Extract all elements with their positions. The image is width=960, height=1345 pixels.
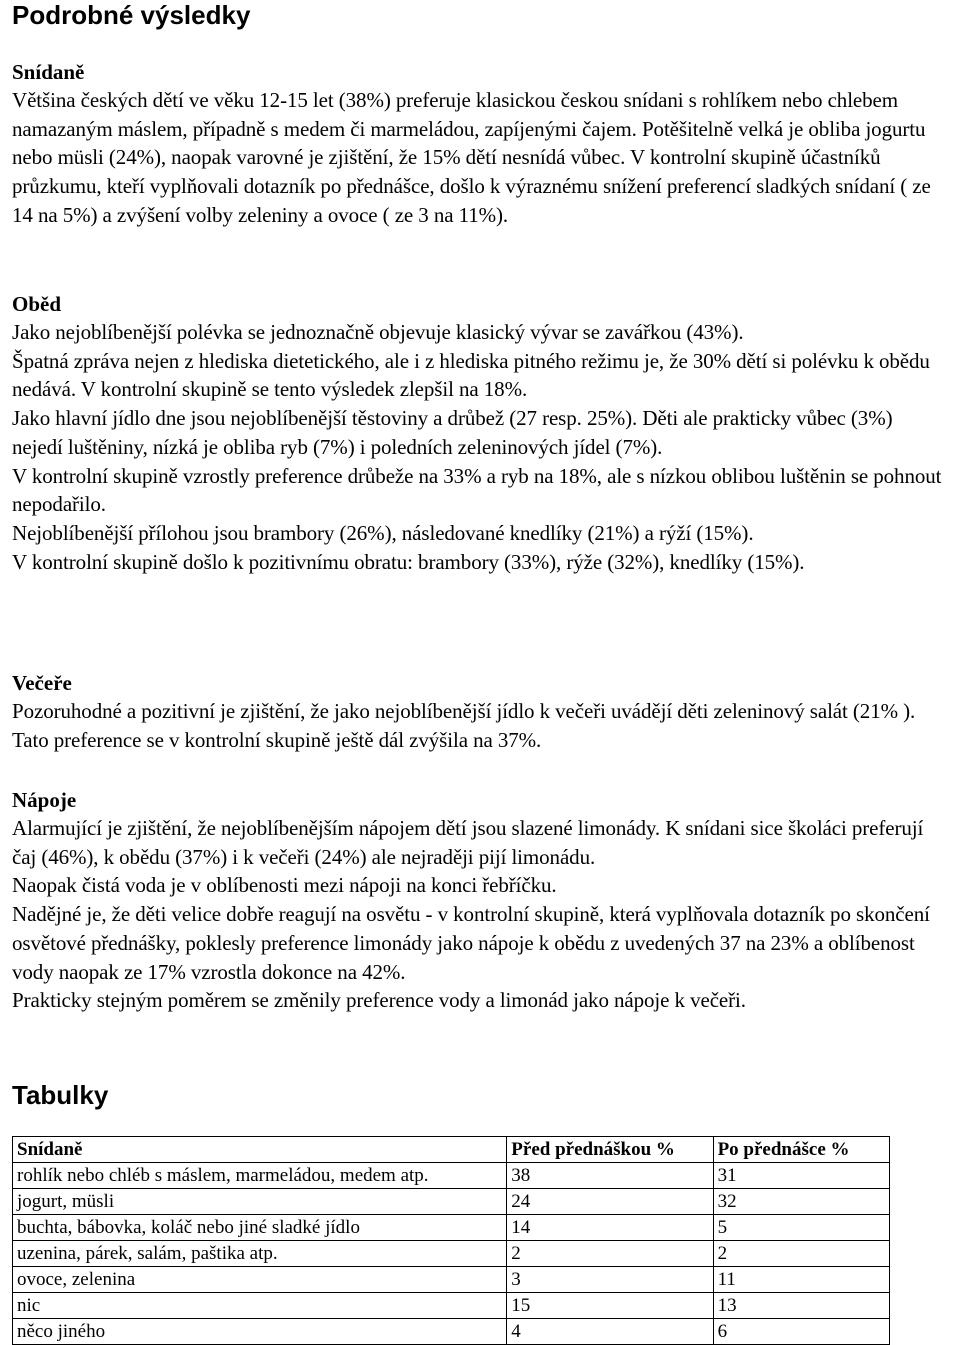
table-cell: uzenina, párek, salám, paštika atp. bbox=[13, 1241, 507, 1267]
paragraph: Jako nejoblíbenější polévka se jednoznačně objevuje klasický vývar se zavářkou (43%). bbox=[12, 320, 744, 344]
table-cell: 5 bbox=[713, 1215, 889, 1241]
paragraph: Pozoruhodné a pozitivní je zjištění, že jako nejoblíbenější jídlo k večeři uvádějí děti zeleninový salát (21% ). Tato preference se v kontrolní skupině ještě dál zvýšila na 37%. bbox=[12, 699, 916, 752]
paragraph: V kontrolní skupině došlo k pozitivnímu obratu: brambory (33%), rýže (32%), knedlíky (15%). bbox=[12, 549, 805, 574]
table-row bbox=[13, 1163, 890, 1189]
paragraph: Alarmující je zjištění, že nejoblíbenějším nápojem dětí jsou slazené limonády. K snídani sice školáci preferují čaj (46%), k obědu (37%) i k večeři (24%) ale nejraději pijí limonádu. bbox=[12, 816, 924, 869]
table-row bbox=[13, 1241, 890, 1267]
tables-heading: Tabulky bbox=[12, 1080, 109, 1110]
table-cell: 24 bbox=[507, 1189, 713, 1215]
table-cell: nic bbox=[13, 1293, 507, 1319]
paragraph: Nejoblíbenější přílohou jsou brambory (26%), následované knedlíky (21%) a rýží (15%). bbox=[12, 520, 754, 545]
section-heading-snidane: Snídaně bbox=[12, 60, 85, 84]
table-cell: 2 bbox=[507, 1241, 713, 1267]
breakfast-table bbox=[12, 1136, 890, 1345]
paragraph: Prakticky stejným poměrem se změnily preference vody a limonád jako nápoje k večeři. bbox=[12, 988, 746, 1013]
table-cell: ovoce, zelenina bbox=[13, 1267, 507, 1293]
table-row bbox=[13, 1189, 890, 1215]
table-header-cell: Před přednáškou % bbox=[507, 1137, 713, 1163]
table-cell: 2 bbox=[713, 1241, 889, 1267]
table-cell: 11 bbox=[713, 1267, 889, 1293]
table-header-cell: Snídaně bbox=[13, 1137, 507, 1163]
table-cell: 4 bbox=[507, 1319, 713, 1345]
table-cell: buchta, bábovka, koláč nebo jiné sladké jídlo bbox=[13, 1215, 507, 1241]
table-header-row bbox=[13, 1137, 890, 1163]
table-cell: 3 bbox=[507, 1267, 713, 1293]
table-cell: jogurt, müsli bbox=[13, 1189, 507, 1215]
section-heading-obed: Oběd bbox=[12, 292, 62, 316]
table-cell: 31 bbox=[713, 1163, 889, 1189]
section-napoje bbox=[12, 786, 947, 1015]
paragraph: V kontrolní skupině vzrostly preference drůbeže na 33% a ryb na 18%, ale s nízkou oblibou luštěnin se pohnout nepodařilo. bbox=[12, 463, 942, 517]
table-cell: rohlík nebo chléb s máslem, marmeládou, medem atp. bbox=[13, 1163, 507, 1189]
section-snidane bbox=[12, 58, 947, 230]
page-title: Podrobné výsledky bbox=[12, 0, 251, 30]
table-cell: 14 bbox=[507, 1215, 713, 1241]
table-cell: 38 bbox=[507, 1163, 713, 1189]
section-obed bbox=[12, 290, 947, 576]
paragraph: Většina českých dětí ve věku 12-15 let (38%) preferuje klasickou českou snídani s rohlíkem nebo chlebem namazaným máslem, případně s medem či marmeládou, zapíjenými čajem. Potěšitelně velká je obliba jogurtu nebo müsli (24%), naopak varovné je zjištění, že 15% dětí nesnídá vůbec. V kontrolní skupině účastníků průzkumu, kteří vyplňovali dotazník po přednášce, došlo k výraznému snížení preferencí sladkých snídaní ( ze 14 na 5%) a zvýšení volby zeleniny a ovoce ( ze 3 na 11%). bbox=[12, 88, 931, 227]
section-heading-vecere: Večeře bbox=[12, 671, 72, 695]
table-row bbox=[13, 1319, 890, 1345]
section-heading-napoje: Nápoje bbox=[12, 788, 77, 812]
table-row bbox=[13, 1215, 890, 1241]
table-header-cell: Po přednášce % bbox=[713, 1137, 889, 1163]
section-vecere bbox=[12, 669, 947, 754]
paragraph: Naopak čistá voda je v oblíbenosti mezi nápoji na konci řebříčku. bbox=[12, 873, 557, 898]
paragraph: Nadějné je, že děti velice dobře reagují na osvětu - v kontrolní skupině, která vyplňovala dotazník po skončení osvětové přednášky, poklesly preference limonády jako nápoje k obědu z uvedených 37 na 23% a oblíbenost vody naopak ze 17% vzrostla dokonce na 42%. bbox=[12, 902, 930, 984]
table-cell: 15 bbox=[507, 1293, 713, 1319]
table-cell: 32 bbox=[713, 1189, 889, 1215]
table-cell: 13 bbox=[713, 1293, 889, 1319]
table-row bbox=[13, 1293, 890, 1319]
table-row bbox=[13, 1267, 890, 1293]
table-cell: 6 bbox=[713, 1319, 889, 1345]
paragraph: Špatná zpráva nejen z hlediska dietetického, ale i z hlediska pitného režimu je, že 30% dětí si polévku k obědu nedává. V kontrolní skupině se tento výsledek zlepšil na 18%. bbox=[12, 348, 930, 402]
table-cell: něco jiného bbox=[13, 1319, 507, 1345]
paragraph: Jako hlavní jídlo dne jsou nejoblíbenější těstoviny a drůbež (27 resp. 25%). Děti ale prakticky vůbec (3%) nejedí luštěniny, nízká je obliba ryb (7%) i poledních zeleninových jídel (7%). bbox=[12, 406, 893, 459]
